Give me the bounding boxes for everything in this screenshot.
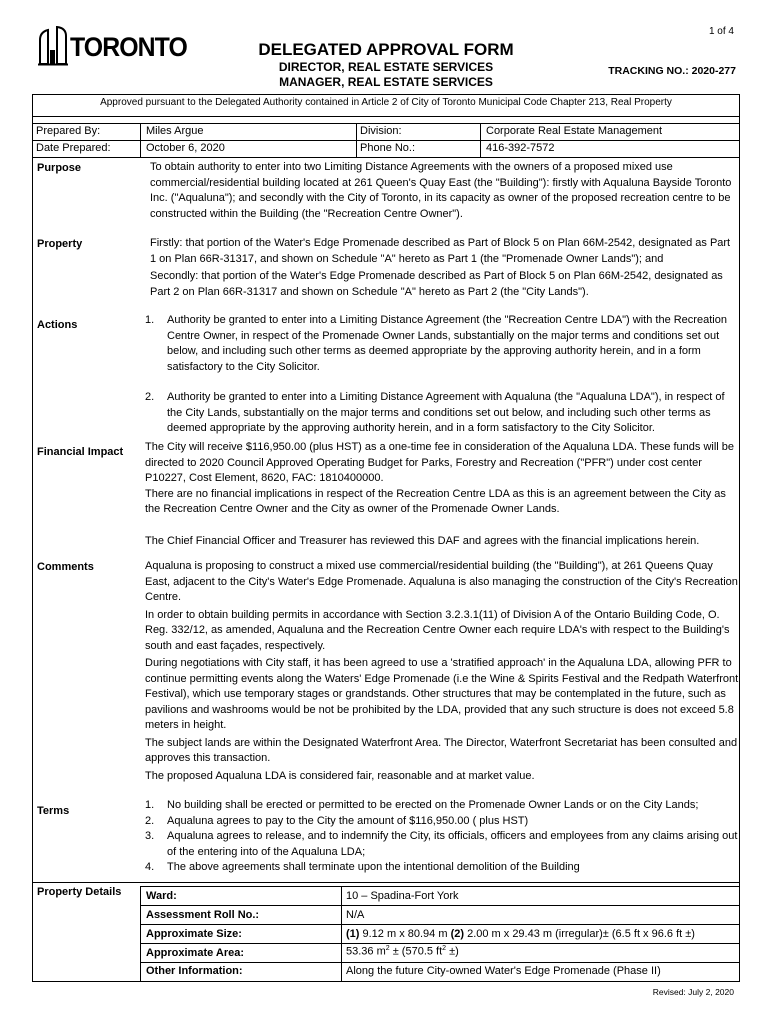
purpose-label: Purpose xyxy=(37,162,82,174)
term-item-4 xyxy=(145,860,741,876)
date-prepared-value: October 6, 2020 xyxy=(146,142,225,154)
comments-section xyxy=(145,559,741,784)
term-text: The above agreements shall terminate upon the intentional demolition of the Building xyxy=(167,861,580,873)
divider xyxy=(32,123,740,124)
divider xyxy=(140,924,740,925)
term-text: No building shall be erected or permitted to be erected on the Promenade Owner Lands or on the City Lands; xyxy=(167,799,699,811)
action-text: Authority be granted to enter into a Limiting Distance Agreement (the "Recreation Centre LDA") with the Recreation Centre Owner, in respect of the Promenade Owner Lands, substantially on the major terms and conditions set out below, and including such other terms as deemed appropriate by the approving authority herein, and in a form satisfactory to the City Solicitor. xyxy=(167,314,727,373)
city-hall-icon xyxy=(38,26,68,66)
phone-value: 416-392-7572 xyxy=(486,142,555,154)
terms-label: Terms xyxy=(37,805,70,817)
comments-label: Comments xyxy=(37,561,94,573)
comments-paragraph-5: The proposed Aqualuna LDA is considered fair, reasonable and at market value. xyxy=(145,769,535,782)
phone-label: Phone No.: xyxy=(360,142,416,154)
property-section xyxy=(150,236,736,300)
divider xyxy=(140,962,740,963)
action-number: 2. xyxy=(145,391,155,403)
ward-label: Ward: xyxy=(146,890,177,902)
action-number: 1. xyxy=(145,314,155,326)
financial-impact-label: Financial Impact xyxy=(37,446,124,458)
divider xyxy=(32,140,740,141)
size-part-1-marker: (1) xyxy=(346,928,360,940)
term-item-2 xyxy=(145,814,741,830)
prepared-by-value: Miles Argue xyxy=(146,125,204,137)
term-item-1 xyxy=(145,798,741,814)
term-number: 1. xyxy=(145,799,155,811)
financial-paragraph-3: The Chief Financial Officer and Treasurer has reviewed this DAF and agrees with the financial implications herein. xyxy=(145,534,700,547)
subtitle-line-1: DIRECTOR, REAL ESTATE SERVICES xyxy=(278,60,494,74)
divider xyxy=(341,886,342,981)
prepared-by-label: Prepared By: xyxy=(36,125,101,137)
area-superscript: 2 xyxy=(385,945,390,952)
action-item-2 xyxy=(145,390,741,437)
property-paragraph-2: Secondly: that portion of the Water's Edge Promenade described as Part of Block 5 on Plan 66M-2542, designated as Part 2 on Plan 66R-31317 and shown on Schedule "A" hereto as Part 2 (the "City Lands"). xyxy=(150,270,723,298)
ward-value: 10 – Spadina-Fort York xyxy=(346,890,459,902)
terms-list xyxy=(145,798,741,876)
assessment-roll-label: Assessment Roll No.: xyxy=(146,909,260,921)
divider xyxy=(140,905,740,906)
financial-paragraph-1: The City will receive $116,950.00 (plus HST) as a one-time fee in consideration of the Aqualuna LDA. These funds will be directed to 2020 Council Approved Operating Budget for Parks, Forestry and Recreation ("PFR") under cost center P10227, Cost Element, 8620, FAC: 1810400000. xyxy=(145,441,735,484)
approximate-area-label: Approximate Area: xyxy=(146,947,245,959)
financial-section xyxy=(145,440,741,549)
approximate-size-label: Approximate Size: xyxy=(146,928,242,940)
toronto-logo xyxy=(38,26,187,70)
approved-statement: Approved pursuant to the Delegated Authority contained in Article 2 of City of Toronto Municipal Code Chapter 213, Real Property xyxy=(100,97,672,108)
divider xyxy=(32,157,740,158)
action-text: Authority be granted to enter into a Limiting Distance Agreement with Aqualuna (the "Aqualuna LDA"), in respect of the City Lands, substantially on the major terms and conditions set out below, and including such other terms as deemed appropriate by the approving authority herein, and in a form satisfactory to the City Solicitor. xyxy=(167,391,725,434)
area-end: ±) xyxy=(446,945,459,958)
divider xyxy=(140,943,740,944)
form-title: DELEGATED APPROVAL FORM xyxy=(258,40,514,59)
term-item-3 xyxy=(145,829,741,860)
division-label: Division: xyxy=(360,125,402,137)
division-value: Corporate Real Estate Management xyxy=(486,125,663,137)
other-information-label: Other Information: xyxy=(146,965,243,977)
term-text: Aqualuna agrees to release, and to indemnify the City, its officials, officers and employees from any claims arising out of the entering into of the Aqualuna LDA; xyxy=(167,830,738,858)
tracking-number: TRACKING NO.: 2020-277 xyxy=(608,65,736,77)
financial-paragraph-2: There are no financial implications in respect of the Recreation Centre LDA as this is an agreement between the City as the Recreation Centre Owner and the City as owner of the Promenade Owner Lands. xyxy=(145,487,726,515)
comments-paragraph-3: During negotiations with City staff, it has been agreed to use a 'stratified approach' in the Aqualuna LDA, allowing PFR to continue permitting events along the Waters' Edge Promenade (i.e the Wine & Spirits Festival and the Redpath Waterfront Festival), which use temporary stages or grandstands. Other structures that may be contemplated in the future, such as pavilions and washrooms would be not be prohibited by the LDA, provided that any such structure is does not exceed 5.8 meters in height. xyxy=(145,657,739,731)
comments-paragraph-2: In order to obtain building permits in accordance with Section 3.2.3.1(11) of Division A of the Ontario Building Code, O. Reg. 332/12, as amended, Aqualuna and the Recreation Centre Owner each require LDA's with respect to the Building's south and east façades, respectively. xyxy=(145,608,730,652)
purpose-text: To obtain authority to enter into two Limiting Distance Agreements with the owners of a proposed mixed use commercial/residential building located at 261 Queen's Quay East (the "Building"): firstly with Aqualuna Bayside Toronto Inc. ("Aqualuna"); and secondly with the City of Toronto, in its capacity as owner of the proposed recreation centre to be constructed within the Building (the "Recreation Centre Owner"). xyxy=(150,161,732,220)
approximate-area-value xyxy=(346,945,459,958)
term-number: 3. xyxy=(145,830,155,842)
area-superscript: 2 xyxy=(442,945,447,952)
size-part-2-marker: (2) xyxy=(450,928,465,940)
logo-wordmark: TORONTO xyxy=(70,32,187,62)
area-metric: 53.36 m xyxy=(346,945,386,958)
divider xyxy=(140,886,141,981)
assessment-roll-value: N/A xyxy=(346,909,365,921)
approximate-size-value xyxy=(346,928,695,940)
actions-label: Actions xyxy=(37,319,78,331)
divider xyxy=(32,882,740,883)
property-paragraph-1: Firstly: that portion of the Water's Edge Promenade described as Part of Block 5 on Plan 66M-2542, designated as Part 1 on Plan 66R-31317, and shown on Schedule "A" hereto as Part 1 (the "Promenade Owner Lands"); and xyxy=(150,237,731,265)
action-item-1 xyxy=(145,313,741,375)
term-number: 4. xyxy=(145,861,155,873)
term-number: 2. xyxy=(145,814,155,827)
subtitle-line-2: MANAGER, REAL ESTATE SERVICES xyxy=(279,75,493,89)
term-text: Aqualuna agrees to pay to the City the amount of $116,950.00 ( plus HST) xyxy=(167,814,529,827)
other-information-value: Along the future City-owned Water's Edge Promenade (Phase II) xyxy=(346,965,661,977)
comments-paragraph-4: The subject lands are within the Designated Waterfront Area. The Director, Waterfront Secretariat has been consulted and approves this transaction. xyxy=(145,736,738,764)
page-number: 1 of 4 xyxy=(708,26,734,37)
size-part-1: 9.12 m x 80.94 m xyxy=(359,928,451,940)
comments-paragraph-1: Aqualuna is proposing to construct a mixed use commercial/residential building (the "Building"), at 261 Queens Quay East, adjacent to the City's Water's Edge Promenade. Aqualuna is also managing the construction of the City's Recreation Centre. xyxy=(145,560,738,603)
divider xyxy=(32,116,740,117)
property-details-label: Property Details xyxy=(37,886,122,898)
divider xyxy=(140,886,740,887)
size-part-2: 2.00 m x 29.43 m (irregular)± (6.5 ft x 96.6 ft ±) xyxy=(464,928,695,940)
date-prepared-label: Date Prepared: xyxy=(36,142,111,154)
area-imperial: ± (570.5 ft xyxy=(389,945,443,958)
property-label: Property xyxy=(37,238,83,250)
form-subtitle xyxy=(236,60,536,90)
revised-date: Revised: July 2, 2020 xyxy=(652,987,734,997)
